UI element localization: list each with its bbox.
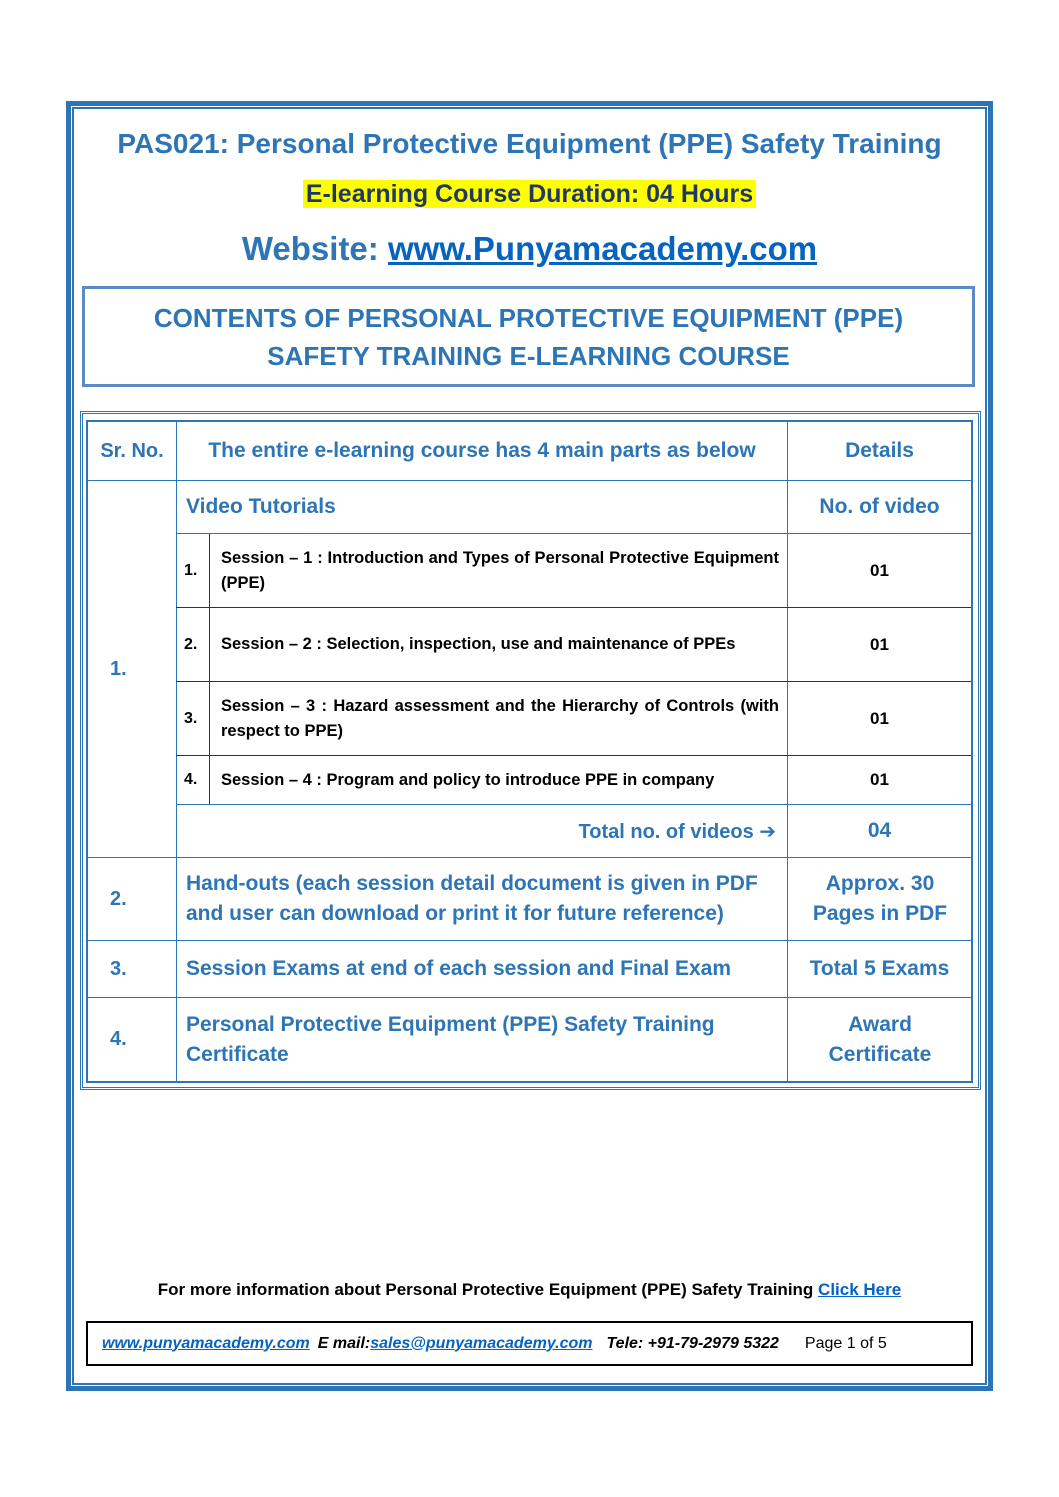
- page-number: Page 1 of 5: [804, 1334, 887, 1352]
- part3-detail: Total 5 Exams: [809, 957, 950, 980]
- contents-heading-box: [82, 286, 975, 387]
- part1-label: Video Tutorials: [186, 495, 336, 518]
- session-1-number: 1.: [184, 561, 198, 579]
- session-2-text: Session – 2 : Selection, inspection, use and maintenance of PPEs: [221, 635, 736, 653]
- part2-detail: Approx. 30 Pages in PDF: [812, 872, 948, 925]
- page-title: PAS021: Personal Protective Equipment (PPE) Safety Training: [117, 128, 942, 159]
- part2-number: 2.: [110, 887, 127, 910]
- total-videos-value: 04: [867, 819, 892, 842]
- website-label: Website:: [241, 230, 388, 267]
- session-2-count: 01: [870, 634, 889, 654]
- duration-highlight: E-learning Course Duration: 04 Hours: [303, 180, 756, 208]
- part4-label: Personal Protective Equipment (PPE) Safety Training Certificate: [186, 1012, 715, 1066]
- duration-line: [66, 180, 993, 209]
- footer-contact-box: [86, 1321, 973, 1366]
- header-parts: The entire e-learning course has 4 main parts as below: [208, 439, 756, 462]
- footer-telephone: Tele: +91-79-2979 5322: [606, 1334, 779, 1352]
- footer-email-link[interactable]: sales@punyamacademy.com: [370, 1334, 593, 1352]
- header-details: Details: [845, 439, 914, 462]
- footer-email-label: E mail:: [317, 1334, 371, 1352]
- part1-detail-header: No. of video: [819, 495, 940, 518]
- course-table: [86, 420, 973, 1083]
- session-4-count: 01: [870, 770, 889, 789]
- session-4-text: Session – 4 : Program and policy to introduce PPE in company: [221, 770, 715, 789]
- total-videos-label: Total no. of videos ➔: [578, 820, 776, 843]
- website-line: [66, 230, 993, 268]
- website-link[interactable]: www.Punyamacademy.com: [387, 230, 818, 267]
- session-4-number: 4.: [184, 771, 198, 788]
- session-1-count: 01: [870, 560, 889, 580]
- more-info-line: [66, 1280, 993, 1300]
- contents-heading-line2: SAFETY TRAINING E-LEARNING COURSE: [267, 341, 790, 371]
- part4-detail: Award Certificate: [828, 1012, 932, 1066]
- session-2-number: 2.: [184, 635, 198, 653]
- contents-heading-line1: CONTENTS OF PERSONAL PROTECTIVE EQUIPMENT (PPE): [153, 303, 904, 333]
- session-1-text: Session – 1 : Introduction and Types of Personal Protective Equipment (PPE): [221, 548, 779, 592]
- part2-label: Hand-outs (each session detail document is given in PDF and user can download or print it for future reference): [186, 872, 758, 925]
- footer-site-link[interactable]: www.punyamacademy.com: [102, 1334, 310, 1352]
- more-info-text: For more information about Personal Protective Equipment (PPE) Safety Training: [157, 1280, 819, 1299]
- click-here-link[interactable]: Click Here: [818, 1280, 902, 1299]
- part4-number: 4.: [110, 1028, 127, 1050]
- session-3-text: Session – 3 : Hazard assessment and the Hierarchy of Controls (with respect to PPE): [221, 696, 779, 740]
- header-sr-no: Sr. No.: [100, 439, 164, 462]
- part3-label: Session Exams at end of each session and Final Exam: [186, 957, 732, 980]
- session-3-number: 3.: [184, 709, 198, 727]
- session-3-count: 01: [870, 708, 889, 728]
- part1-number: 1.: [110, 657, 127, 680]
- part3-number: 3.: [110, 957, 127, 980]
